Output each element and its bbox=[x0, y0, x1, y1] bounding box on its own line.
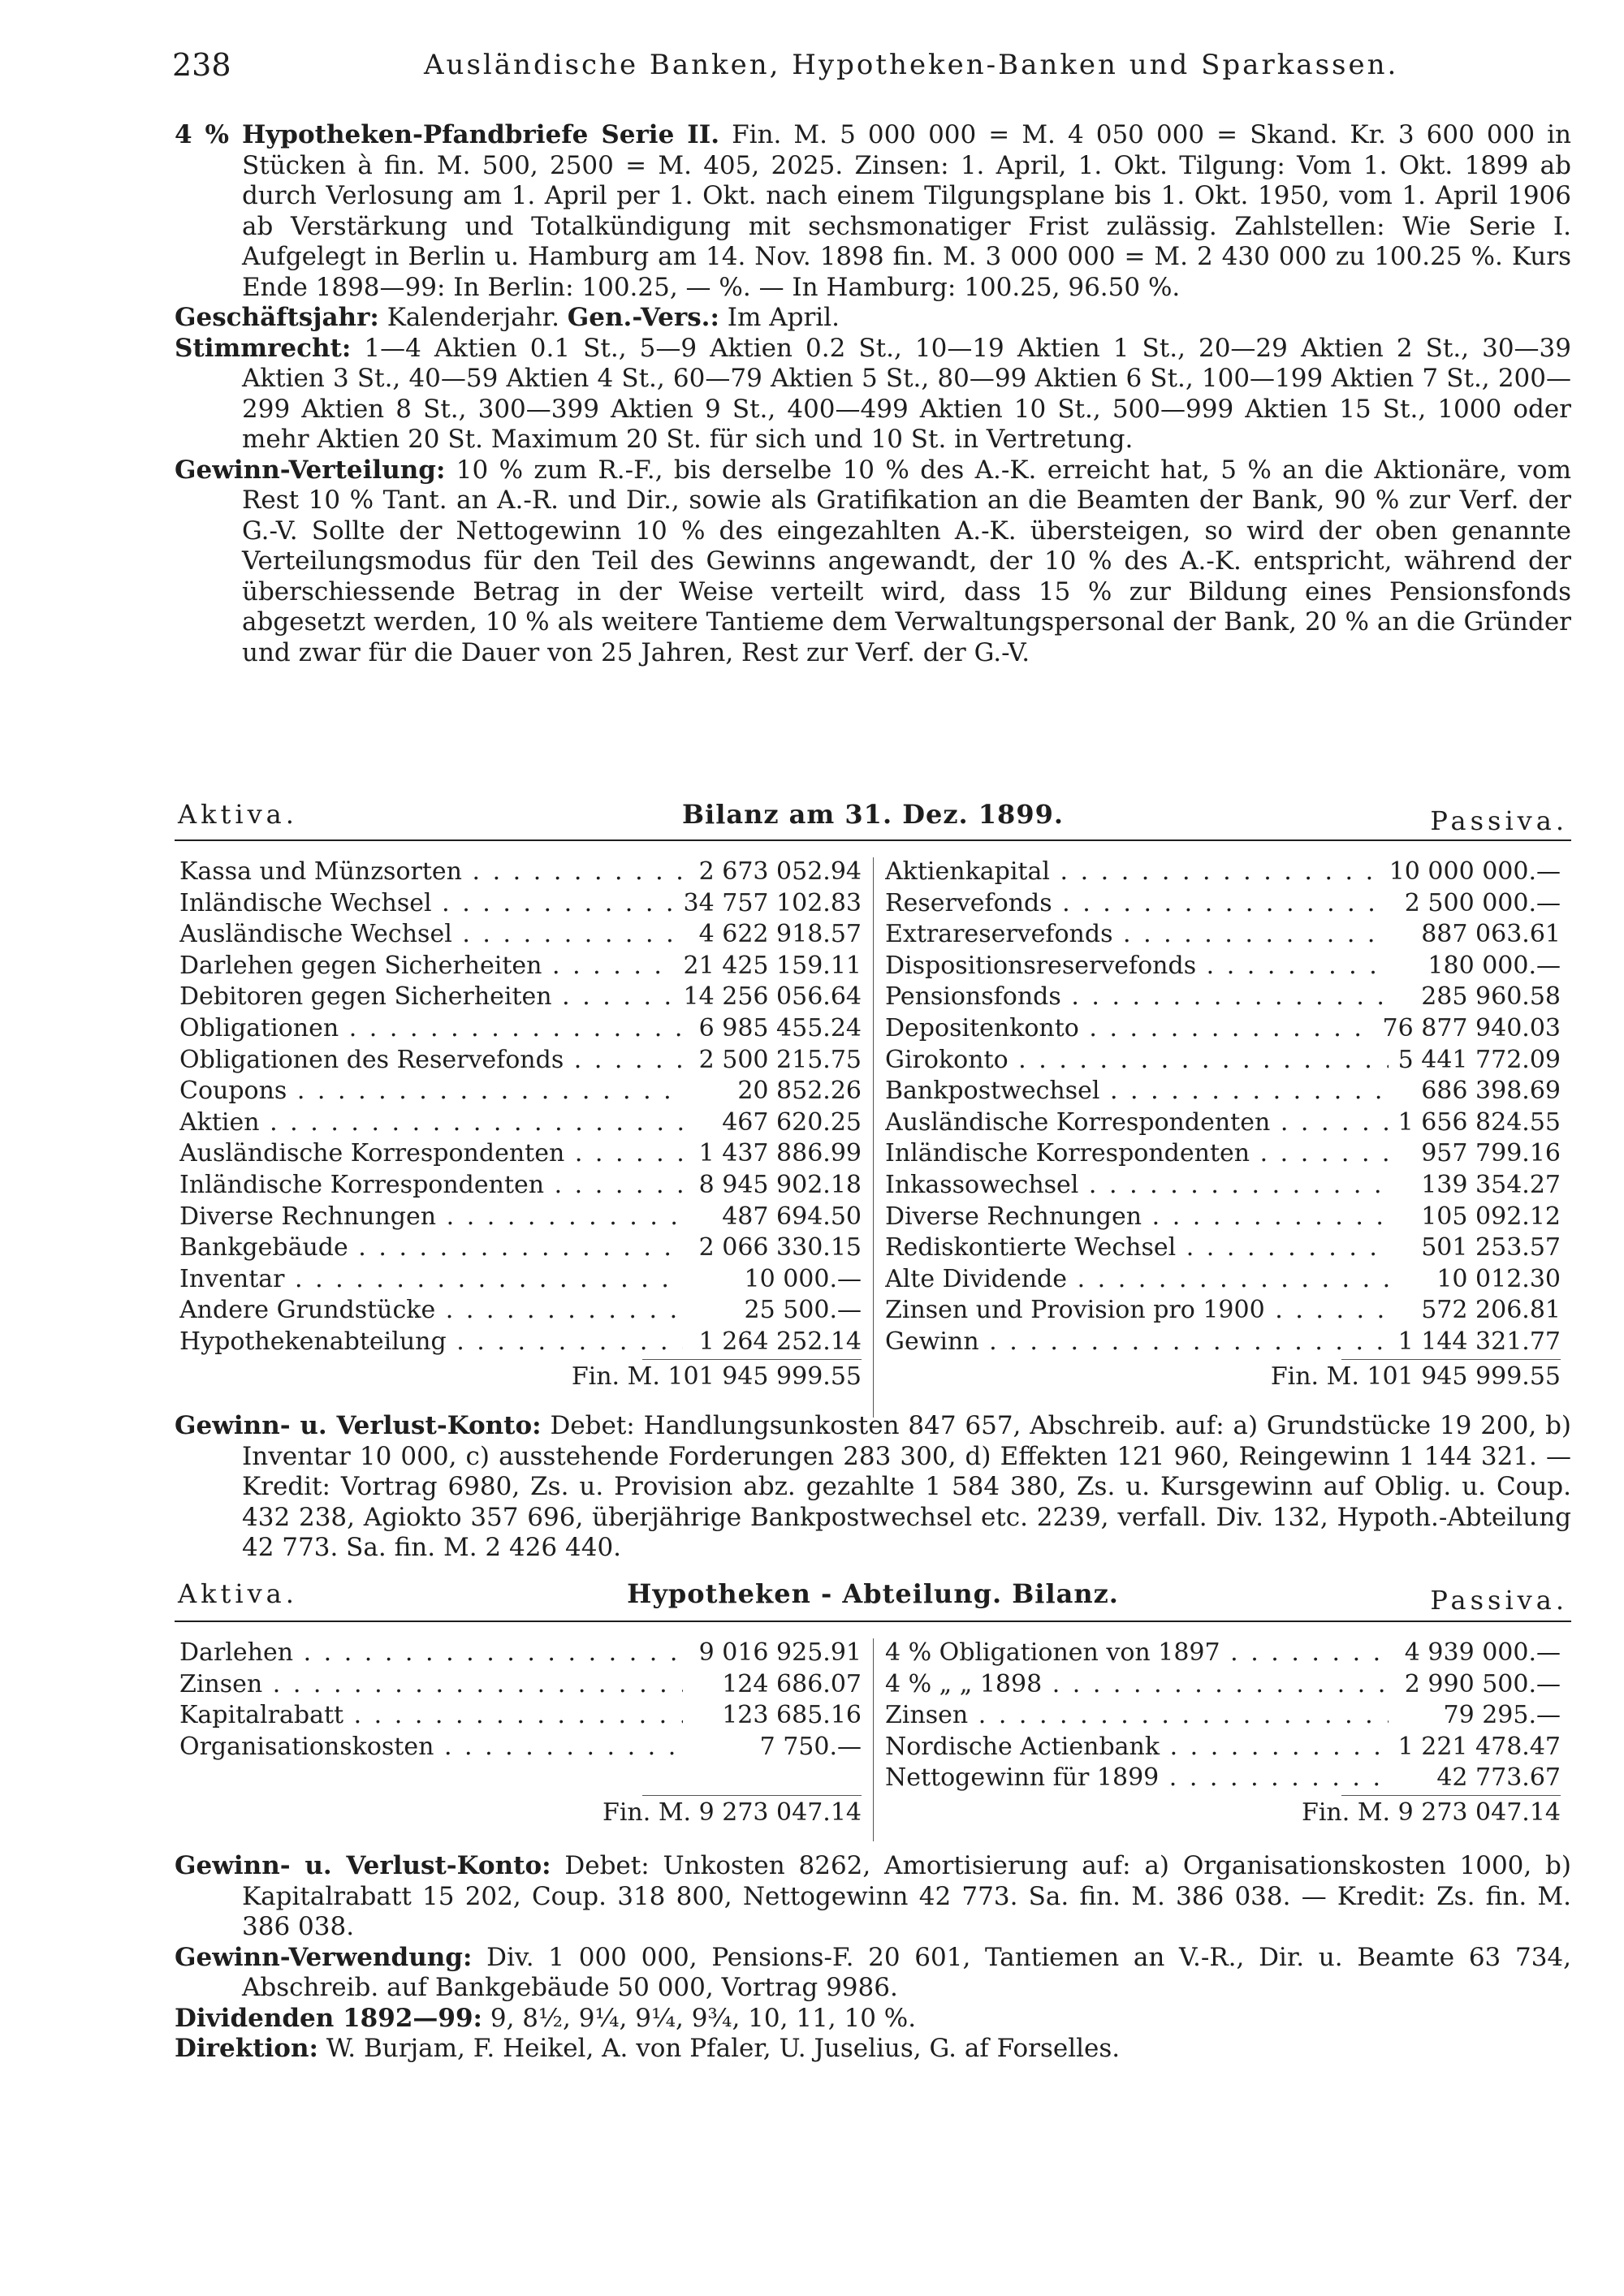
direktion-text: W. Burjam, F. Heikel, A. von Pfaler, U. Juselius, G. af Forselles. bbox=[326, 2034, 1121, 2063]
bilanz-passiva-row bbox=[874, 1046, 1572, 1077]
bilanz-passiva-row-label: Bankpostwechsel . . . bbox=[885, 1077, 1389, 1105]
bilanz-aktiva-row-label: Obligationen . . . bbox=[179, 1014, 683, 1042]
bilanz-aktiva-row bbox=[175, 1077, 873, 1108]
bilanz-passiva-row bbox=[874, 889, 1572, 921]
bilanz-aktiva-row-amount: 2 500 215.75 bbox=[691, 1046, 862, 1074]
bilanz-aktiva-row-amount: 8 945 902.18 bbox=[691, 1171, 862, 1199]
bilanz-heading bbox=[175, 797, 1571, 836]
bilanz-aktiva-row-label: Bankgebäude . . . bbox=[179, 1233, 683, 1262]
hyp-table bbox=[175, 1638, 1571, 1841]
hyp-aktiva-row-amount: 9 016 925.91 bbox=[691, 1638, 862, 1667]
bilanz-aktiva-row-amount: 34 757 102.83 bbox=[676, 889, 862, 917]
bilanz-aktiva-row-amount: 14 256 056.64 bbox=[676, 982, 862, 1011]
bilanz-aktiva-row bbox=[175, 1327, 873, 1359]
bilanz-passiva-row-label: Inländische Korrespondenten . . . bbox=[885, 1139, 1389, 1167]
bilanz-passiva-column bbox=[873, 857, 1572, 1418]
genvers-label: Gen.-Vers.: bbox=[567, 303, 719, 332]
bilanz-passiva-row-amount: 957 799.16 bbox=[1413, 1139, 1561, 1167]
hyp-aktiva-total bbox=[175, 1795, 873, 1831]
bilanz-passiva-row-amount: 10 012.30 bbox=[1428, 1265, 1561, 1293]
bilanz-aktiva-total bbox=[175, 1359, 873, 1395]
bilanz-aktiva-row-label: Kassa und Münzsorten . . . bbox=[179, 857, 683, 886]
bilanz-aktiva-row-label: Hypothekenabteilung . . . bbox=[179, 1327, 683, 1356]
hyp-aktiva-label: Aktiva. bbox=[178, 1578, 298, 1609]
geschaeftsjahr-line bbox=[175, 303, 1571, 334]
direktion-line bbox=[175, 2034, 1571, 2065]
hyp-aktiva-row-amount: 124 686.07 bbox=[714, 1670, 862, 1698]
bilanz-aktiva-row-label: Ausländische Korrespondenten . . . bbox=[179, 1139, 683, 1167]
hyp-aktiva-row-label: Organisationskosten . . . bbox=[179, 1733, 683, 1761]
bilanz-passiva-row-amount: 887 063.61 bbox=[1413, 920, 1561, 948]
bilanz-aktiva-row-amount: 2 066 330.15 bbox=[691, 1233, 862, 1262]
bilanz-passiva-row-amount: 5 441 772.09 bbox=[1390, 1046, 1561, 1074]
bilanz-aktiva-row bbox=[175, 920, 873, 952]
bilanz-aktiva-row-amount: 25 500.— bbox=[736, 1296, 862, 1324]
bilanz-aktiva-row-label: Inländische Wechsel . . . bbox=[179, 889, 683, 917]
bilanz-passiva-row bbox=[874, 920, 1572, 952]
bilanz-aktiva-row-label: Inländische Korrespondenten . . . bbox=[179, 1171, 683, 1199]
bilanz-aktiva-row-amount: 1 264 252.14 bbox=[691, 1327, 862, 1356]
dividenden-line bbox=[175, 2004, 1571, 2035]
hyp-aktiva-row bbox=[175, 1638, 873, 1670]
bilanz-passiva-row-label: Girokonto . . . bbox=[885, 1046, 1389, 1074]
verwendung-label: Gewinn-Verwendung: bbox=[175, 1942, 473, 1972]
bilanz-aktiva-row-amount: 10 000.— bbox=[736, 1265, 862, 1293]
running-title: Ausländische Banken, Hypotheken-Banken und Sparkassen. bbox=[424, 49, 1399, 81]
guv1-label: Gewinn- u. Verlust-Konto: bbox=[175, 1411, 542, 1440]
gewinnverteilung-paragraph bbox=[175, 455, 1571, 669]
bilanz-passiva-row-amount: 2 500 000.— bbox=[1397, 889, 1561, 917]
bilanz-aktiva-row bbox=[175, 1139, 873, 1171]
bilanz-passiva-row-label: Gewinn . . . bbox=[885, 1327, 1389, 1356]
bilanz-passiva-row-amount: 105 092.12 bbox=[1413, 1202, 1561, 1231]
bilanz-passiva-row bbox=[874, 952, 1572, 983]
page-header bbox=[172, 47, 1569, 88]
bilanz-aktiva-row bbox=[175, 952, 873, 983]
direktion-label: Direktion: bbox=[175, 2034, 318, 2063]
hyp-aktiva-row-label: Kapitalrabatt . . . bbox=[179, 1701, 683, 1729]
verwendung-paragraph bbox=[175, 1943, 1571, 2004]
hyp-passiva-total-amount: Fin. M. 9 273 047.14 bbox=[1302, 1798, 1561, 1827]
hyp-passiva-row-amount: 79 295.— bbox=[1435, 1701, 1561, 1729]
hyp-passiva-row-amount: 4 939 000.— bbox=[1397, 1638, 1561, 1667]
page-number: 238 bbox=[172, 47, 231, 83]
bilanz-passiva-row-label: Extrareservefonds . . . bbox=[885, 920, 1389, 948]
gewinnverteilung-text: 10 % zum R.-F., bis derselbe 10 % des A.-K. erreicht hat, 5 % an die Aktionäre, vom Rest 10 % Tant. an A.-R. und Dir., sowie als Gratifikation an die Beamten der Bank, 90 % zur Verf. der G.-V. Sollte der Nettogewinn 10 % des eingezahlten A.-K. übersteigen, so wird der oben genannte Verteilungsmodus für den Teil des Gewinns angewandt, der 10 % des A.-K. entspricht, während der überschiessende Betrag in der Weise verteilt wird, dass 15 % zur Bildung eines Pensionsfonds abgesetzt werden, 10 % als weitere Tantieme dem Verwaltungspersonal der Bank, 20 % an die Gründer und zwar für die Dauer von 25 Jahren, Rest zur Verf. der G.-V. bbox=[242, 455, 1571, 667]
guv1-section bbox=[175, 1411, 1571, 1564]
bilanz-passiva-row bbox=[874, 1077, 1572, 1108]
genvers-text: Im April. bbox=[727, 303, 840, 332]
bilanz-passiva-row-amount: 10 000 000.— bbox=[1381, 857, 1561, 886]
bilanz-passiva-row-amount: 1 656 824.55 bbox=[1390, 1108, 1561, 1137]
hyp-passiva-row bbox=[874, 1701, 1572, 1733]
bilanz-aktiva-row bbox=[175, 1202, 873, 1234]
hyp-passiva-row-label: Zinsen . . . bbox=[885, 1701, 1389, 1729]
bilanz-aktiva-row-label: Inventar . . . bbox=[179, 1265, 683, 1293]
bilanz-passiva-row bbox=[874, 1265, 1572, 1297]
bilanz-aktiva-row-amount: 4 622 918.57 bbox=[691, 920, 862, 948]
bilanz-passiva-row-amount: 180 000.— bbox=[1419, 952, 1561, 980]
dividenden-label: Dividenden 1892—99: bbox=[175, 2003, 482, 2033]
hyp-passiva-row-amount: 1 221 478.47 bbox=[1390, 1733, 1561, 1761]
geschaeftsjahr-label: Geschäftsjahr: bbox=[175, 303, 379, 332]
hyp-passiva-row bbox=[874, 1670, 1572, 1702]
bilanz-passiva-row-amount: 1 144 321.77 bbox=[1390, 1327, 1561, 1356]
guv2-label: Gewinn- u. Verlust-Konto: bbox=[175, 1851, 551, 1880]
bilanz-table bbox=[175, 857, 1571, 1418]
hyp-aktiva-row bbox=[175, 1701, 873, 1733]
bilanz-aktiva-row bbox=[175, 982, 873, 1014]
bilanz-passiva-row-label: Ausländische Korrespondenten . . . bbox=[885, 1108, 1389, 1137]
guv1-text: Debet: Handlungsunkosten 847 657, Abschreib. auf: a) Grundstücke 19 200, b) Inventar 10 000, c) ausstehende Forderungen 283 300, d) Effekten 121 960, Reingewinn 1 144 321. — Kredit: Vortrag 6980, Zs. u. Provision abz. gezahlte 1 584 380, Zs. u. Kursgewinn auf Oblig. u. Coup. 432 238, Agiokto 357 696, überjährige Bankpostwechsel etc. 2239, verfall. Div. 132, Hypoth.-Abteilung 42 773. Sa. fin. M. 2 426 440. bbox=[242, 1411, 1572, 1562]
bilanz-passiva-row bbox=[874, 1108, 1572, 1140]
bilanz-passiva-label: Passiva. bbox=[1430, 805, 1568, 836]
bilanz-passiva-row-amount: 501 253.57 bbox=[1413, 1233, 1561, 1262]
guv2-paragraph bbox=[175, 1851, 1571, 1943]
hyp-aktiva-column bbox=[175, 1638, 873, 1831]
bilanz-passiva-row-amount: 686 398.69 bbox=[1413, 1077, 1561, 1105]
bilanz-aktiva-row bbox=[175, 889, 873, 921]
bilanz-aktiva-row bbox=[175, 857, 873, 889]
hyp-title: Hypotheken - Abteilung. Bilanz. bbox=[627, 1578, 1119, 1609]
bilanz-aktiva-row-amount: 20 852.26 bbox=[729, 1077, 862, 1105]
bilanz-aktiva-row bbox=[175, 1046, 873, 1077]
bilanz-passiva-total bbox=[874, 1359, 1572, 1395]
bilanz-aktiva-row-amount: 1 437 886.99 bbox=[691, 1139, 862, 1167]
bilanz-aktiva-row-label: Diverse Rechnungen . . . bbox=[179, 1202, 683, 1231]
bilanz-aktiva-row-label: Darlehen gegen Sicherheiten . . . bbox=[179, 952, 683, 980]
verwendung-text: Div. 1 000 000, Pensions-F. 20 601, Tantiemen an V.-R., Dir. u. Beamte 63 734, Abschreib. auf Bankgebäude 50 000, Vortrag 9986. bbox=[242, 1942, 1571, 2002]
bilanz-aktiva-row-amount: 467 620.25 bbox=[714, 1108, 862, 1137]
bilanz-aktiva-row bbox=[175, 1014, 873, 1046]
hyp-aktiva-total-amount: Fin. M. 9 273 047.14 bbox=[603, 1798, 862, 1827]
bilanz-passiva-row bbox=[874, 1327, 1572, 1359]
hyp-aktiva-row bbox=[175, 1670, 873, 1702]
bilanz-passiva-row-label: Zinsen und Provision pro 1900 . . . bbox=[885, 1296, 1389, 1324]
bilanz-passiva-row-label: Aktienkapital . . . bbox=[885, 857, 1389, 886]
dividenden-text: 9, 8½, 9¼, 9¼, 9¾, 10, 11, 10 %. bbox=[490, 2003, 917, 2033]
bilanz-aktiva-row-amount: 2 673 052.94 bbox=[691, 857, 862, 886]
bilanz-passiva-row bbox=[874, 1202, 1572, 1234]
hyp-passiva-row-label: Nordische Actienbank . . . bbox=[885, 1733, 1389, 1761]
bilanz-passiva-row bbox=[874, 1014, 1572, 1046]
bilanz-aktiva-column bbox=[175, 857, 873, 1395]
bilanz-aktiva-row-amount: 487 694.50 bbox=[714, 1202, 862, 1231]
stimmrecht-label: Stimmrecht: bbox=[175, 333, 352, 363]
bilanz-aktiva-row bbox=[175, 1171, 873, 1202]
bilanz-aktiva-row-label: Debitoren gegen Sicherheiten . . . bbox=[179, 982, 683, 1011]
bilanz-passiva-row bbox=[874, 857, 1572, 889]
hyp-heading bbox=[175, 1577, 1571, 1616]
bilanz-passiva-row-label: Dispositionsreservefonds . . . bbox=[885, 952, 1389, 980]
hyp-passiva-total bbox=[874, 1795, 1572, 1831]
pfandbriefe-text: Fin. M. 5 000 000 = M. 4 050 000 = Skand. Kr. 3 600 000 in Stücken à fin. M. 500, 2500 = M. 405, 2025. Zinsen: 1. April, 1. Okt. Tilgung: Vom 1. Okt. 1899 ab durch Verlosung am 1. April per 1. Okt. nach einem Tilgungsplane bis 1. Okt. 1950, vom 1. April 1906 ab Verstärkung und Totalkündigung mit sechsmonatiger Frist zulässig. Zahlstellen: Wie Serie I. Aufgelegt in Berlin u. Hamburg am 14. Nov. 1898 fin. M. 3 000 000 = M. 2 430 000 zu 100.25 %. Kurs Ende 1898—99: In Berlin: 100.25, — %. — In Hamburg: 100.25, 96.50 %. bbox=[242, 120, 1571, 302]
pfandbriefe-paragraph bbox=[175, 120, 1571, 303]
bilanz-passiva-row-label: Alte Dividende . . . bbox=[885, 1265, 1389, 1293]
hyp-passiva-row bbox=[874, 1763, 1572, 1795]
hyp-passiva-row-label: 4 % „ „ 1898 . . . bbox=[885, 1670, 1389, 1698]
footer-section bbox=[175, 1851, 1571, 2065]
bilanz-aktiva-row-label: Andere Grundstücke . . . bbox=[179, 1296, 683, 1324]
geschaeftsjahr-text: Kalenderjahr. bbox=[387, 303, 559, 332]
hyp-passiva-row-label: 4 % Obligationen von 1897 . . . bbox=[885, 1638, 1389, 1667]
bilanz-passiva-row bbox=[874, 1296, 1572, 1327]
hyp-aktiva-row-amount: 123 685.16 bbox=[714, 1701, 862, 1729]
bilanz-aktiva-row-label: Obligationen des Reservefonds . . . bbox=[179, 1046, 683, 1074]
bilanz-passiva-row-amount: 572 206.81 bbox=[1413, 1296, 1561, 1324]
bilanz-aktiva-row bbox=[175, 1108, 873, 1140]
bilanz-aktiva-label: Aktiva. bbox=[178, 799, 298, 830]
bilanz-aktiva-total-amount: Fin. M. 101 945 999.55 bbox=[571, 1362, 862, 1391]
bilanz-rule bbox=[175, 839, 1571, 841]
hyp-passiva-column bbox=[873, 1638, 1572, 1841]
bilanz-title: Bilanz am 31. Dez. 1899. bbox=[682, 799, 1064, 830]
hyp-passiva-row bbox=[874, 1638, 1572, 1670]
bilanz-passiva-row bbox=[874, 1171, 1572, 1202]
bilanz-passiva-row-label: Rediskontierte Wechsel . . . bbox=[885, 1233, 1389, 1262]
hyp-passiva-row-label: Nettogewinn für 1899 . . . bbox=[885, 1763, 1389, 1792]
bilanz-passiva-row-amount: 139 354.27 bbox=[1413, 1171, 1561, 1199]
stimmrecht-text: 1—4 Aktien 0.1 St., 5—9 Aktien 0.2 St., 10—19 Aktien 1 St., 20—29 Aktien 2 St., 30—39 Aktien 3 St., 40—59 Aktien 4 St., 60—79 Aktien 5 St., 80—99 Aktien 6 St., 100—199 Aktien 7 St., 200—299 Aktien 8 St., 300—399 Aktien 9 St., 400—499 Aktien 10 St., 500—999 Aktien 15 St., 1000 oder mehr Aktien 20 St. Maximum 20 St. für sich und 10 St. in Vertretung. bbox=[242, 333, 1571, 454]
hyp-passiva-row bbox=[874, 1733, 1572, 1764]
hyp-passiva-row-amount: 2 990 500.— bbox=[1397, 1670, 1561, 1698]
bilanz-aktiva-row bbox=[175, 1296, 873, 1327]
hyp-aktiva-row-label: Darlehen . . . bbox=[179, 1638, 683, 1667]
gewinnverteilung-label: Gewinn-Verteilung: bbox=[175, 455, 446, 485]
bilanz-passiva-row bbox=[874, 1139, 1572, 1171]
bilanz-passiva-row bbox=[874, 1233, 1572, 1265]
bilanz-passiva-row-label: Pensionsfonds . . . bbox=[885, 982, 1389, 1011]
hyp-passiva-label: Passiva. bbox=[1430, 1585, 1568, 1616]
bilanz-aktiva-row-label: Aktien . . . bbox=[179, 1108, 683, 1137]
pfandbriefe-title: 4 % Hypotheken-Pfandbriefe Serie II. bbox=[175, 120, 720, 149]
stimmrecht-paragraph bbox=[175, 334, 1571, 455]
bilanz-aktiva-row bbox=[175, 1265, 873, 1297]
bilanz-aktiva-row-amount: 21 425 159.11 bbox=[676, 952, 862, 980]
bilanz-aktiva-row-label: Coupons . . . bbox=[179, 1077, 683, 1105]
bilanz-passiva-row-label: Depositenkonto . . . bbox=[885, 1014, 1389, 1042]
guv2-text: Debet: Unkosten 8262, Amortisierung auf: a) Organisationskosten 1000, b) Kapitalrabatt 15 202, Coup. 318 800, Nettogewinn 42 773. Sa. fin. M. 386 038. — Kredit: Zs. fin. M. 386 038. bbox=[242, 1851, 1571, 1941]
hyp-passiva-row-amount: 42 773.67 bbox=[1428, 1763, 1561, 1792]
hyp-aktiva-row-label: Zinsen . . . bbox=[179, 1670, 683, 1698]
bilanz-passiva-row-amount: 285 960.58 bbox=[1413, 982, 1561, 1011]
guv1-paragraph bbox=[175, 1411, 1571, 1564]
hyp-aktiva-row bbox=[175, 1733, 873, 1764]
bilanz-passiva-total-amount: Fin. M. 101 945 999.55 bbox=[1270, 1362, 1561, 1391]
hyp-aktiva-row-amount: 7 750.— bbox=[752, 1733, 862, 1761]
hyp-aktiva-spacer bbox=[175, 1763, 873, 1795]
bilanz-aktiva-row bbox=[175, 1233, 873, 1265]
bilanz-aktiva-row-amount: 6 985 455.24 bbox=[691, 1014, 862, 1042]
bilanz-passiva-row-label: Diverse Rechnungen . . . bbox=[885, 1202, 1389, 1231]
bilanz-passiva-row bbox=[874, 982, 1572, 1014]
bilanz-passiva-row-label: Inkassowechsel . . . bbox=[885, 1171, 1389, 1199]
bilanz-passiva-row-amount: 76 877 940.03 bbox=[1375, 1014, 1561, 1042]
bilanz-aktiva-row-label: Ausländische Wechsel . . . bbox=[179, 920, 683, 948]
bilanz-passiva-row-label: Reservefonds . . . bbox=[885, 889, 1389, 917]
hyp-rule bbox=[175, 1621, 1571, 1622]
intro-section bbox=[175, 120, 1571, 668]
